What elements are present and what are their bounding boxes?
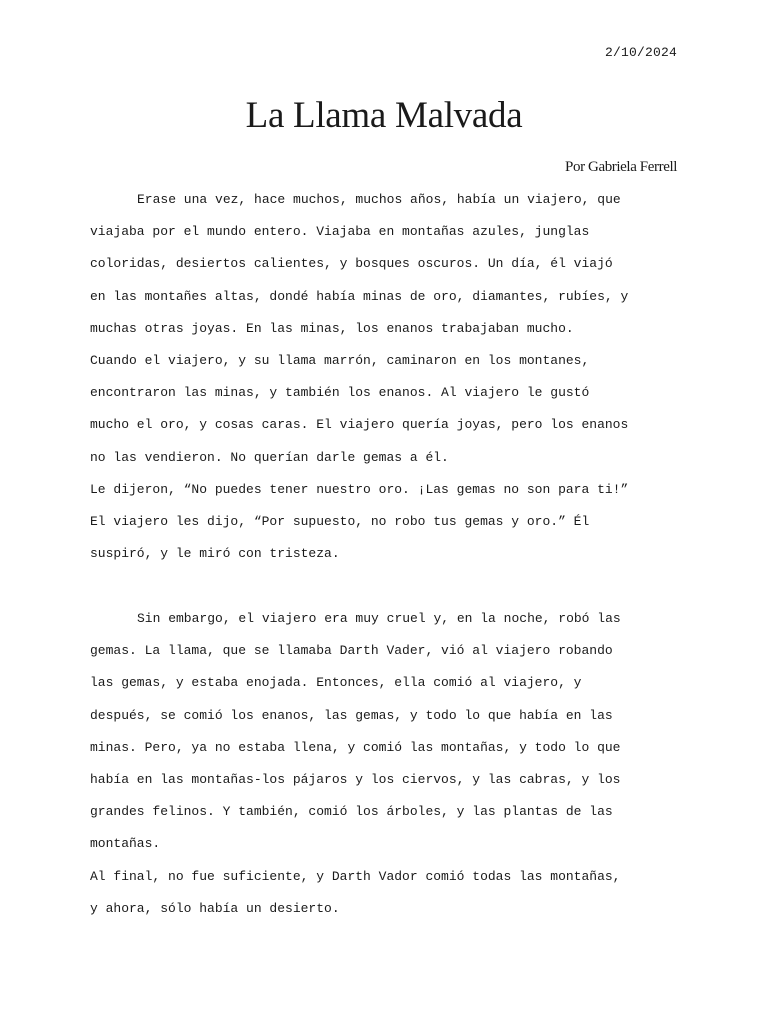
document-date: 2/10/2024 [604,45,677,60]
paragraph-2 [90,603,690,925]
document-author: Por Gabriela Ferrell [565,159,677,175]
document-title: La Llama Malvada [245,95,523,136]
text-line: gemas. La llama, que se llamaba Darth Vader, vió al viajero robando [90,643,613,659]
text-line: Al final, no fue suficiente, y Darth Vador comió todas las montañas, [90,868,621,884]
text-line: en las montañes altas, dondé había minas de oro, diamantes, rubíes, y [90,288,629,304]
paragraph-1 [90,184,690,570]
text-line: encontraron las minas, y también los enanos. Al viajero le gustó [90,385,590,401]
text-line: grandes felinos. Y también, comió los árboles, y las plantas de las [90,804,613,820]
text-line: y ahora, sólo había un desierto. [90,900,340,916]
text-line: Erase una vez, hace muchos, muchos años, había un viajero, que [137,192,621,207]
text-line: minas. Pero, ya no estaba llena, y comió las montañas, y todo lo que [90,739,621,755]
text-line: había en las montañas-los pájaros y los ciervos, y las cabras, y los [90,771,621,787]
text-line: Le dijeron, “No puedes tener nuestro oro. ¡Las gemas no son para ti!” [90,481,629,497]
text-line: no las vendieron. No querían darle gemas a él. [90,449,449,465]
text-line: Sin embargo, el viajero era muy cruel y, en la noche, robó las [137,611,621,626]
text-line: El viajero les dijo, “Por supuesto, no robo tus gemas y oro.” Él [90,513,590,529]
text-line: Cuando el viajero, y su llama marrón, caminaron en los montanes, [90,352,590,368]
text-line: montañas. [90,836,161,852]
text-line: coloridas, desiertos calientes, y bosques oscuros. Un día, él viajó [90,256,613,272]
text-line: suspiró, y le miró con tristeza. [90,546,340,562]
text-line: las gemas, y estaba enojada. Entonces, ella comió al viajero, y [90,675,582,691]
text-line: viajaba por el mundo entero. Viajaba en montañas azules, junglas [90,224,590,240]
text-line: después, se comió los enanos, las gemas, y todo lo que había en las [90,707,613,723]
text-line: mucho el oro, y cosas caras. El viajero quería joyas, pero los enanos [90,417,629,433]
text-line: muchas otras joyas. En las minas, los enanos trabajaban mucho. [90,320,574,336]
